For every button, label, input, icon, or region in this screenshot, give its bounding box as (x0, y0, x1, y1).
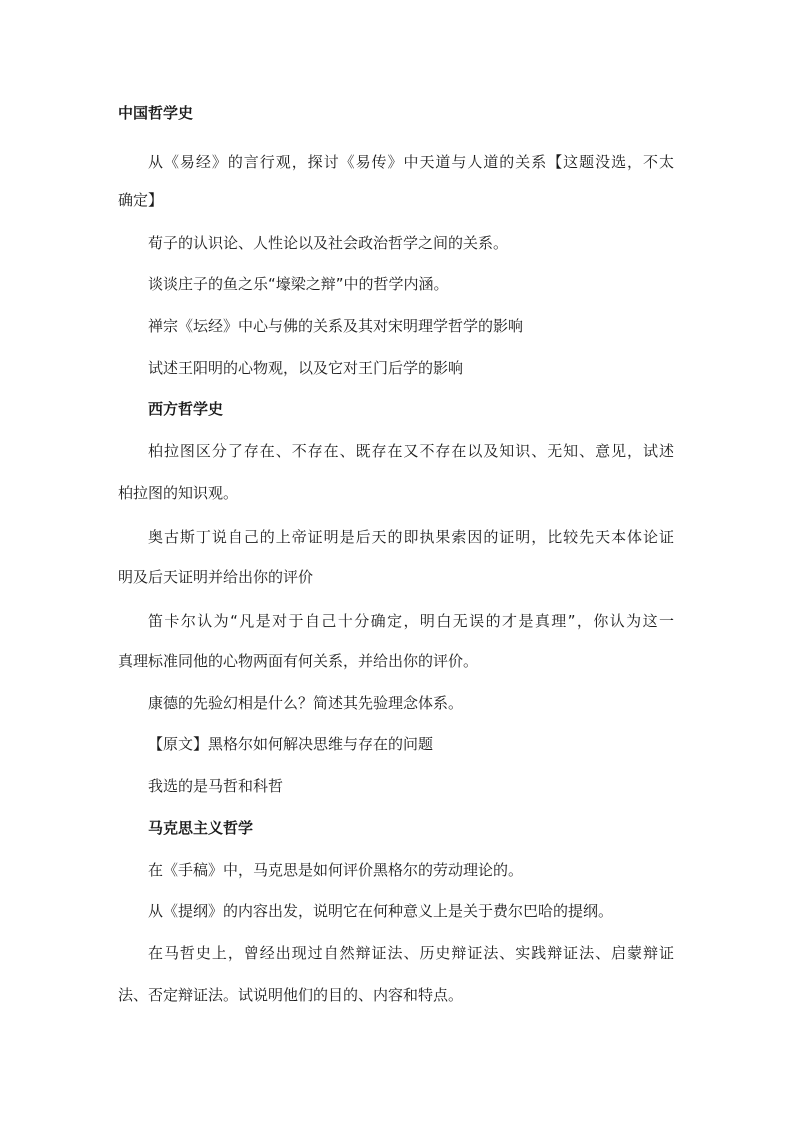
question-7-line-2: 明及后天证明并给出你的评价 (118, 568, 314, 586)
question-2: 荀子的认识论、人性论以及社会政治哲学之间的关系。 (148, 234, 509, 252)
section-heading-western-philosophy: 西方哲学史 (148, 400, 224, 418)
question-8-line-2: 真理标准同他的心物两面有何关系，并给出你的评价。 (118, 652, 479, 670)
question-3: 谈谈庄子的鱼之乐“壕梁之辩”中的哲学内涵。 (148, 275, 449, 293)
note-selected: 我选的是马哲和科哲 (148, 777, 284, 795)
section-heading-chinese-philosophy: 中国哲学史 (118, 104, 194, 122)
question-4: 禅宗《坛经》中心与佛的关系及其对宋明理学哲学的影响 (148, 317, 524, 335)
question-8-line-1: 笛卡尔认为“凡是对于自己十分确定，明白无误的才是真理”，你认为这一 (148, 612, 674, 630)
question-5: 试述王阳明的心物观，以及它对王门后学的影响 (148, 359, 464, 377)
question-11: 在《手稿》中，马克思是如何评价黑格尔的劳动理论的。 (148, 861, 524, 879)
question-13-line-2: 法、否定辩证法。试说明他们的目的、内容和特点。 (118, 986, 464, 1004)
question-6-line-2: 柏拉图的知识观。 (118, 484, 239, 502)
section-heading-marxist-philosophy: 马克思主义哲学 (148, 819, 254, 837)
question-13-line-1: 在马哲史上，曾经出现过自然辩证法、历史辩证法、实践辩证法、启蒙辩证 (148, 944, 674, 962)
question-12: 从《提纲》的内容出发，说明它在何种意义上是关于费尔巴哈的提纲。 (148, 902, 614, 920)
question-6-line-1: 柏拉图区分了存在、不存在、既存在又不存在以及知识、无知、意见，试述 (148, 442, 674, 460)
question-1-line-1: 从《易经》的言行观，探讨《易传》中天道与人道的关系【这题没选，不太 (148, 153, 674, 171)
question-10: 【原文】黑格尔如何解决思维与存在的问题 (148, 735, 434, 753)
question-7-line-1: 奥古斯丁说自己的上帝证明是后天的即执果索因的证明，比较先天本体论证 (148, 528, 674, 546)
question-9: 康德的先验幻相是什么？简述其先验理念体系。 (148, 694, 464, 712)
question-1-line-2: 确定】 (118, 191, 164, 209)
